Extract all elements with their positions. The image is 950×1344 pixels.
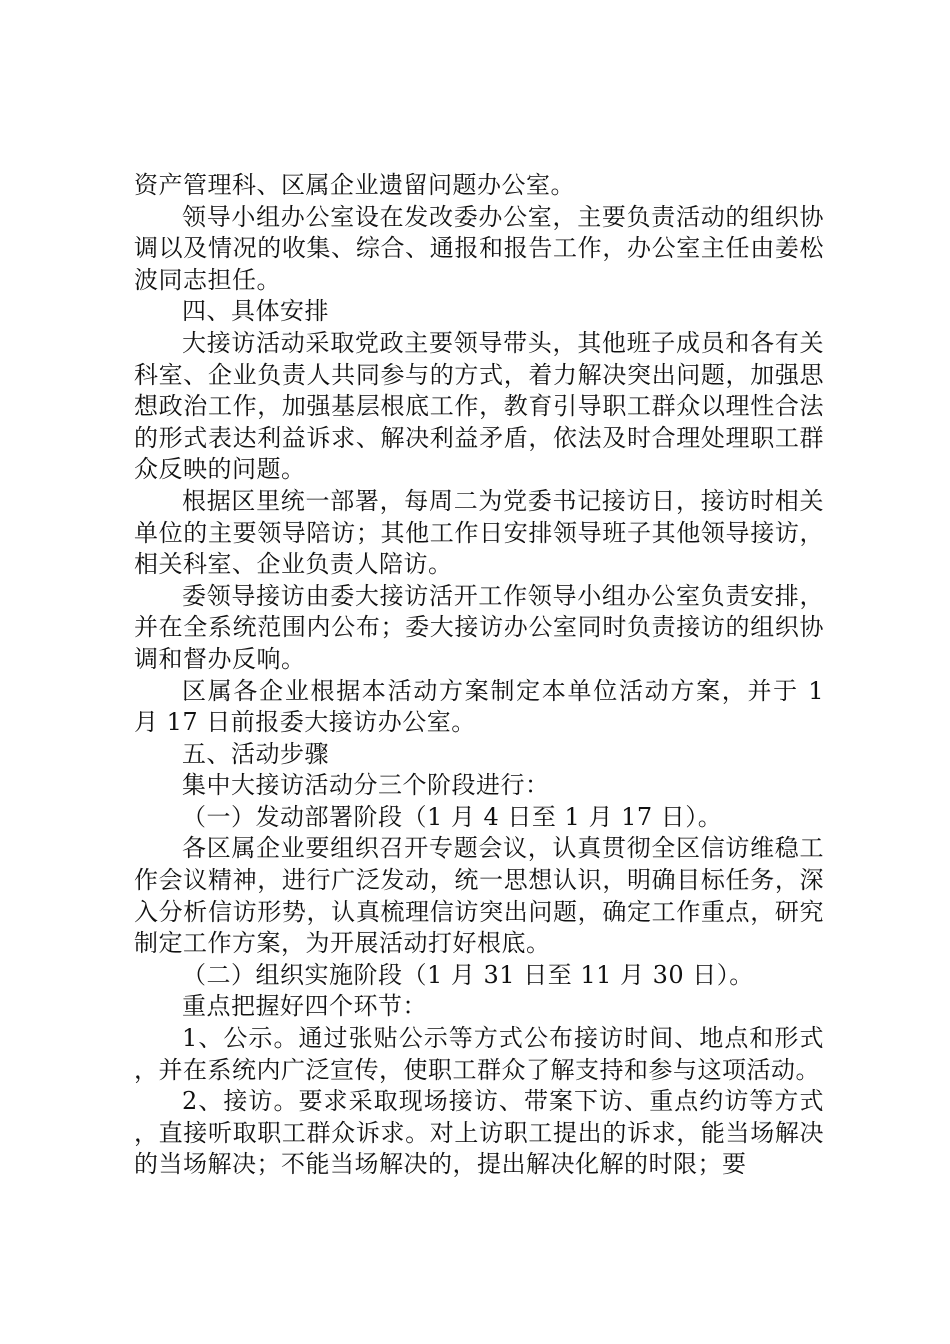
paragraph-three-stages: 集中大接访活动分三个阶段进行： (182, 771, 550, 800)
stage-heading-implementation: （二）组织实施阶段（1 月 31 日至 11 月 30 日）。 (182, 960, 754, 989)
list-item-reception: 2、接访。要求采取现场接访、带案下访、重点约访等方式，直接听取职工群众诉求。对上访职工提出的诉求，能当场解决的当场解决；不能当场解决的，提出解决化解的时限；要 (134, 1087, 824, 1179)
paragraph-enterprise-plans: 区属各企业根据本活动方案制定本单位活动方案，并于 1 月 17 日前报委大接访办公室。 (134, 676, 824, 737)
paragraph-leadership-reception: 委领导接访由委大接访活开工作领导小组办公室负责安排，并在全系统范围内公布；委大接访办公室同时负责接访的组织协调和督办反响。 (134, 581, 824, 673)
paragraph-continuation: 资产管理科、区属企业遗留问题办公室。 (134, 171, 575, 199)
paragraph-four-links: 重点把握好四个环节： (182, 992, 427, 1021)
document-body (134, 170, 824, 1181)
paragraph-office-setup: 领导小组办公室设在发改委办公室，主要负责活动的组织协调以及情况的收集、综合、通报和报告工作，办公室主任由姜松波同志担任。 (134, 202, 824, 294)
section-heading-specific-arrangements: 四、具体安排 (182, 297, 329, 326)
paragraph-reception-schedule: 根据区里统一部署，每周二为党委书记接访日，接访时相关单位的主要领导陪访；其他工作日安排领导班子其他领导接访，相关科室、企业负责人陪访。 (134, 486, 824, 579)
section-heading-activity-steps: 五、活动步骤 (182, 739, 329, 768)
stage-heading-mobilization: （一）发动部署阶段（1 月 4 日至 1 月 17 日）。 (182, 802, 723, 831)
list-item-publicity: 1、公示。通过张贴公示等方式公布接访时间、地点和形式，并在系统内广泛宣传，使职工群众了解支持和参与这项活动。 (134, 1024, 824, 1084)
paragraph-mobilization-details: 各区属企业要组织召开专题会议，认真贯彻全区信访维稳工作会议精神，进行广泛发动，统一思想认识，明确目标任务，深入分析信访形势，认真梳理信访突出问题，确定工作重点，研究制定工作方案，为开展活动打好根底。 (134, 834, 824, 958)
paragraph-reception-approach: 大接访活动采取党政主要领导带头，其他班子成员和各有关科室、企业负责人共同参与的方式，着力解决突出问题，加强思想政治工作，加强基层根底工作，教育引导职工群众以理性合法的形式表达利益诉求、解决利益矛盾，依法及时合理处理职工群众反映的问题。 (134, 328, 824, 484)
